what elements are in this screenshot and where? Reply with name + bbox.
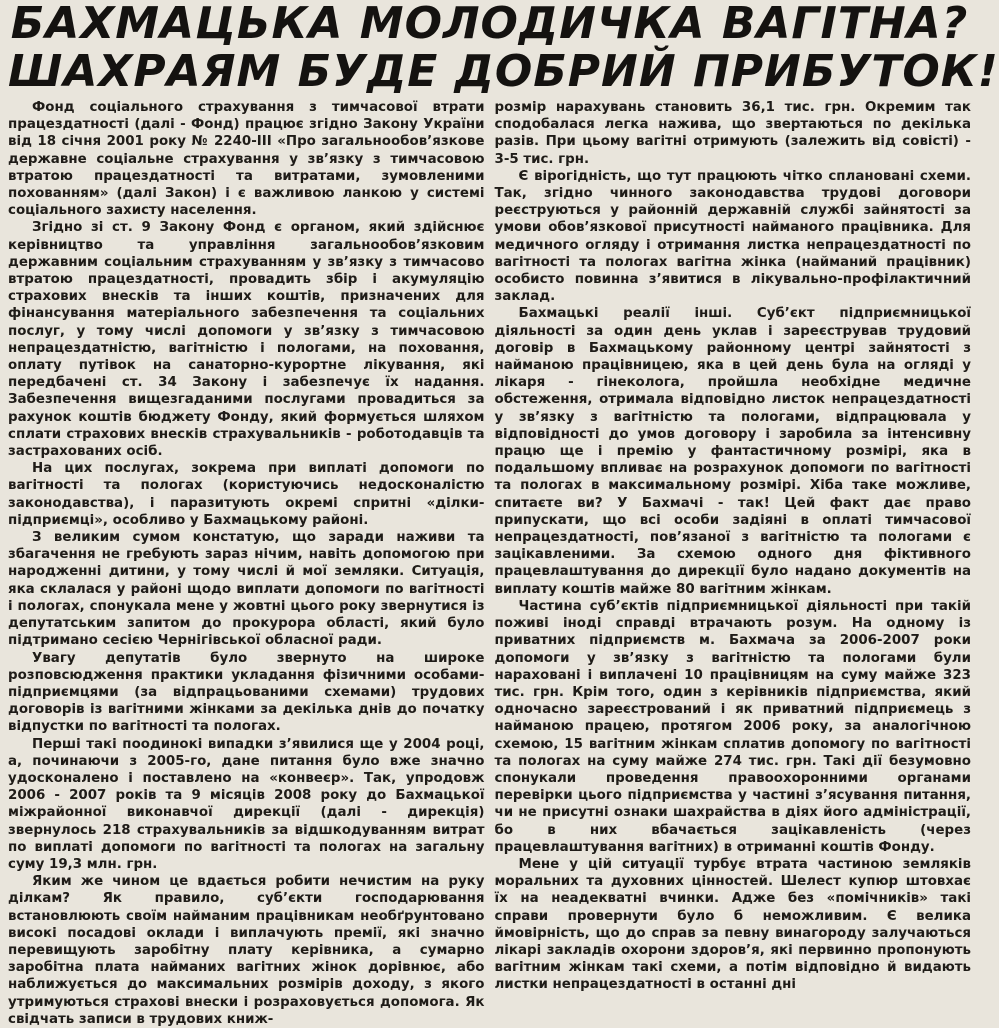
- paragraph: Перші такі поодинокі випадки з’явилися ще у 2004 році, а, починаючи з 2005-го, дане питання було вже значно удосконалено і поставлено на «конвеєр». Так, упродовж 2006 - 2007 років та 9 місяців 2008 року до Бахмацької міжрайонної виконавчої дирекції (далі - дирекція) звернулось 218 страхувальників за відшкодуванням витрат по виплаті допомоги по вагітності та пологах на загальну суму 19,3 млн. грн.: [8, 736, 485, 872]
- paragraph: Є вірогідність, що тут працюють чітко сплановані схеми. Так, згідно чинного законодавства трудові договори реєструються у районній державній службі зайнятості за умови обов’язкової присутності найманого працівника. Для медичного огляду і отримання листка непрацездатності по вагітності та пологах вагітна жінка (найманий працівник) особисто повинна з’явитися в лікувально-профілактичний заклад.: [494, 168, 971, 305]
- headline-line-2: ШАХРАЯМ БУДЕ ДОБРИЙ ПРИБУТОК!: [8, 46, 999, 97]
- paragraph: Яким же чином це вдається робити нечистим на руку ділкам? Як правило, суб’єкти господарювання встановлюють своїм найманим працівникам необґрунтовано високі посадові оклади і виплачують премії, які значно перевищують заробітну плату керівника, а сумарно заробітна плата найманих вагітних жінок дорівнює, або наближується до максимальних розмірів доходу, з якого утримуються страхові внески і розраховується допомога. Як свідчать записи в трудових книж-: [8, 874, 485, 1027]
- paragraph: Частина суб’єктів підприємницької діяльності при такій поживі іноді справді втрачають розум. На одному із приватних підприємств м. Бахмача за 2006-2007 роки допомоги у зв’язку з вагітністю та пологами були нараховані і виплачені 10 працівницям на суму майже 323 тис. грн. Крім того, один з керівників підприємства, який одночасно зареєстрований і як приватний підприємець з найманою працею, протягом 2006 року, за аналогічною схемою, 15 вагітним жінкам сплатив допомогу по вагітності та пологах на суму майже 274 тис. грн. Такі дії безумовно спонукали проведення правоохоронними органами перевірки цього підприємства у частині з’ясування питання, чи не присутні ознаки шахрайства в діях його адміністрації, бо в них вбачається зацікавленість (через працевлаштування вагітних) в отриманні коштів Фонду.: [494, 598, 971, 855]
- paragraph: Увагу депутатів було звернуто на широке розповсюдження практики укладання фізичними особами-підприємцями (за відпрацьованими схемами) трудових договорів із вагітними жінками за декілька днів до початку відпустки по вагітності та пологах.: [8, 650, 485, 735]
- left-column: [8, 99, 485, 1028]
- article-body: [8, 99, 971, 1028]
- article-headline: [8, 0, 999, 97]
- headline-line-1: БАХМАЦЬКА МОЛОДИЧКА ВАГІТНА?: [10, 0, 969, 49]
- paragraph: Фонд соціального страхування з тимчасової втрати працездатності (далі - Фонд) працює згідно Закону України від 18 січня 2001 року № 2240-ІІІ «Про загальнообов’язкове державне соціальне страхування у зв’язку з тимчасовою втратою працездатності та витратами, зумовленими похованням» (далі Закон) і є важливою ланкою у системі соціального захисту населення.: [8, 100, 485, 219]
- paragraph: З великим сумом констатую, що заради наживи та збагачення не гребують зараз нічим, навіть допомогою при народженні дитини, у тому числі й мої земляки. Ситуація, яка склалася у районі щодо виплати допомоги по вагітності і пологах, спонукала мене у жовтні цього року звернутися із депутатським запитом до прокурора області, який було підтримано сесією Чернігівської обласної ради.: [8, 530, 485, 649]
- paragraph: Бахмацькі реалії інші. Суб’єкт підприємницької діяльності за один день уклав і зареєстрував трудовий договір в Бахмацькому районному центрі зайнятості з найманою працівницею, яка в цей день була на огляді у лікаря - гінеколога, пройшла необхідне медичне обстеження, отримала відповідно листок непрацездатності у зв’язку з вагітністю та пологами, відпрацювала у відповідності до умов договору і заробила за інтенсивну працю ще і премію у фантастичному розмірі, яка в подальшому впливає на розрахунок допомоги по вагітності та пологах в максимальному розмірі. Хіба таке можливе, спитаєте ви? У Бахмачі - так! Цей факт дає право припускати, що всі особи задіяні в оплаті тимчасової непрацездатності, пов’язаної з вагітністю та пологами є зацікавленими. За схемою одного дня фіктивного працевлаштування до дирекції було надано документів на виплату коштів майже 80 вагітним жінкам.: [494, 306, 971, 597]
- paragraph: Згідно зі ст. 9 Закону Фонд є органом, який здійснює керівництво та управління загальнообов’язковим державним соціальним страхуванням у зв’язку з тимчасово втратою працездатності, провадить збір і акумуляцію страхових внесків та інших коштів, призначених для фінансування матеріального забезпечення та соціальних послуг, у тому числі допомоги у зв’язку з тимчасовою непрацездатністю, вагітністю і пологами, на поховання, оплату путівок на санаторно-курортне лікування, які передбачені ст. 34 Закону і забезпечує їх надання. Забезпечення вищезгаданими послугами провадиться за рахунок коштів бюджету Фонду, який формується шляхом сплати страхових внесків страхувальників - роботодавців та застрахованих осіб.: [8, 220, 485, 460]
- paragraph: розмір нарахувань становить 36,1 тис. грн. Окремим так сподобалася легка нажива, що звертаються по декілька разів. При цьому вагітні отримують (залежить від совісті) - 3-5 тис. грн.: [494, 100, 971, 167]
- right-column: [495, 99, 972, 1028]
- paragraph: На цих послугах, зокрема при виплаті допомоги по вагітності та пологах (користуючись недосконалістю законодавства), і паразитують окремі спритні «ділки-підприємці», особливо у Бахмацькому районі.: [8, 461, 485, 528]
- paragraph: Мене у цій ситуації турбує втрата частиною земляків моральних та духовних цінностей. Шелест купюр штовхає їх на неадекватні вчинки. Адже без «помічників» такі справи провернути було б неможливим. Є велика ймовірність, що до справ за певну винагороду залучаються лікарі закладів охорони здоров’я, які первинно пропонують вагітним жінкам такі схеми, а потім відповідно й видають листки непрацездатності в останні дні: [494, 856, 971, 993]
